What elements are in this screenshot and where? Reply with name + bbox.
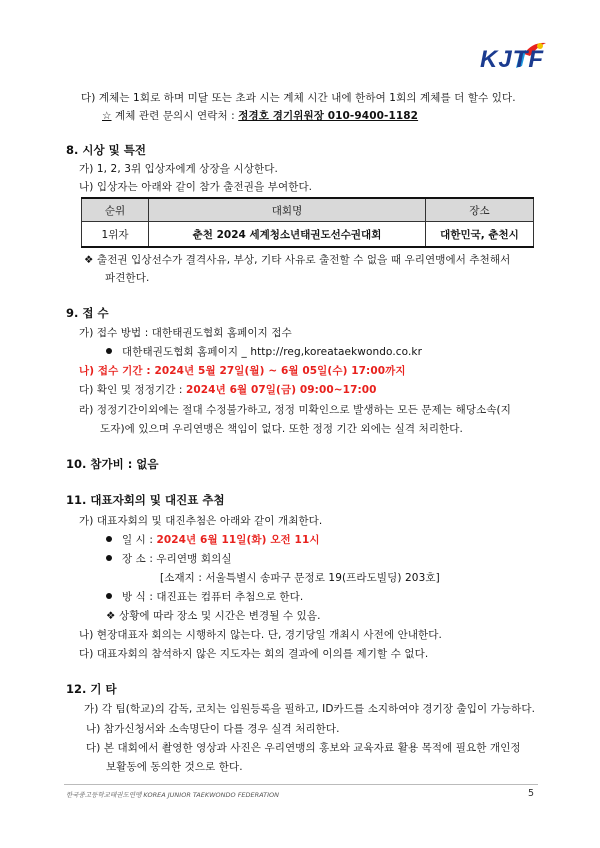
section-8-title: 8. 시상 및 특전 <box>66 143 146 157</box>
bullet-dot-icon <box>106 593 112 599</box>
place-label: 장 소 : 우리연맹 회의실 <box>122 553 232 565</box>
section-11-item-ga: 가) 대표자회의 및 대진추첨은 아래와 같이 개최한다. <box>79 515 323 527</box>
section-9-bullet <box>106 344 422 359</box>
registration-period: 2024년 5월 27일(월) ~ 6월 05일(수) 17:00까지 <box>154 365 406 377</box>
weigh-in-contact <box>102 108 418 123</box>
section-9-item-ra-line2: 도자)에 있으며 우리연맹은 책임이 없다. 또한 정정 기간 외에는 실격 처리한다. <box>100 423 463 435</box>
section-9-item-da <box>79 382 377 397</box>
bullet-dot-icon <box>106 555 112 561</box>
section-12-item-ga: 가) 각 팀(학교)의 감독, 코치는 임원등록을 필하고, ID카드를 소지하여야 경기장 출입이 가능하다. <box>84 703 536 715</box>
section-11-item-na: 나) 현장대표자 회의는 시행하지 않는다. 단, 경기당일 개최시 사전에 안내한다. <box>79 629 442 641</box>
contact-mark: ☆ <box>102 110 112 122</box>
item-da-prefix: 다) 확인 및 정정기간 : <box>79 384 186 396</box>
correction-period: 2024년 6월 07일(금) 09:00~17:00 <box>185 384 377 396</box>
section-11-address: [소재지 : 서울특별시 송파구 문정로 19(프라도빌딩) 203호] <box>160 572 440 584</box>
cell-place: 대한민국, 춘천시 <box>426 222 534 248</box>
header-event: 대회명 <box>149 198 426 222</box>
kjtf-logo <box>480 40 552 72</box>
section-8-note-line1: ❖ 출전권 입상선수가 결격사유, 부상, 기타 사유로 출전할 수 없을 때 우리연맹에서 추천해서 <box>84 254 511 266</box>
section-8-note-line2: 파견한다. <box>105 272 150 284</box>
section-8-item-ga: 가) 1, 2, 3위 입상자에게 상장을 시상한다. <box>79 163 278 175</box>
header-place: 장소 <box>426 198 534 222</box>
section-11-place <box>106 551 232 566</box>
cell-rank: 1위자 <box>82 222 149 248</box>
logo-text: KJTF <box>480 46 544 73</box>
method-text: 방 식 : 대진표는 컴퓨터 추첨으로 한다. <box>122 591 304 603</box>
bullet-dot-icon <box>106 536 112 542</box>
header-rank: 순위 <box>82 198 149 222</box>
section-11-date <box>106 532 320 547</box>
section-12-item-na: 나) 참가신청서와 소속명단이 다를 경우 실격 처리한다. <box>86 723 340 735</box>
contact-value: 정경호 경기위원장 010-9400-1182 <box>238 110 419 122</box>
footer-org: 한국중고등학교태권도연맹 KOREA JUNIOR TAEKWONDO FEDERATION <box>66 791 280 799</box>
section-11-title: 11. 대표자회의 및 대진표 추첨 <box>66 493 225 507</box>
bullet-dot-icon <box>106 348 112 354</box>
section-12-item-da-line2: 보활동에 동의한 것으로 한다. <box>106 761 243 773</box>
section-11-method <box>106 589 303 604</box>
section-9-item-na <box>79 363 406 378</box>
item-na-prefix: 나) 접수 기간 : <box>79 365 155 377</box>
section-9-item-ga: 가) 접수 방법 : 대한태권도협회 홈페이지 접수 <box>79 327 292 339</box>
cell-event: 춘천 2024 세계청소년태권도선수권대회 <box>149 222 426 248</box>
section-11-item-da: 다) 대표자회의 참석하지 않은 지도자는 회의 결과에 이의를 제기할 수 없다. <box>79 648 429 660</box>
award-table <box>81 197 534 248</box>
footer-divider <box>64 784 538 785</box>
weigh-in-item-da: 다) 계체는 1회로 하며 미달 또는 초과 시는 계체 시간 내에 한하여 1회의 계체를 더 할수 있다. <box>81 92 516 104</box>
table-row <box>82 222 534 248</box>
page-number: 5 <box>528 788 535 799</box>
section-12-title: 12. 기 타 <box>66 682 117 696</box>
section-10-title: 10. 참가비 : 없음 <box>66 457 159 471</box>
award-table-header-row <box>82 198 534 222</box>
section-9-title: 9. 접 수 <box>66 306 109 320</box>
contact-label: 계체 관련 문의시 연락처 : <box>114 110 235 122</box>
section-9-item-ra-line1: 라) 정정기간이외에는 절대 수정불가하고, 정정 미확인으로 발생하는 모든 문제는 해당소속(지 <box>79 404 512 416</box>
bullet-text: 대한태권도협회 홈페이지 _ http://reg,koreataekwondo.co.kr <box>122 346 423 358</box>
section-11-note: ❖ 상황에 따라 장소 및 시간은 변경될 수 있음. <box>106 610 321 622</box>
meeting-date: 2024년 6월 11일(화) 오전 11시 <box>156 534 320 546</box>
section-8-item-na: 나) 입상자는 아래와 같이 참가 출전권을 부여한다. <box>79 181 313 193</box>
section-12-item-da-line1: 다) 본 대회에서 촬영한 영상과 사진은 우리연맹의 홍보와 교육자료 활용 목적에 필요한 개인정 <box>86 742 521 754</box>
date-label: 일 시 : <box>122 534 157 546</box>
